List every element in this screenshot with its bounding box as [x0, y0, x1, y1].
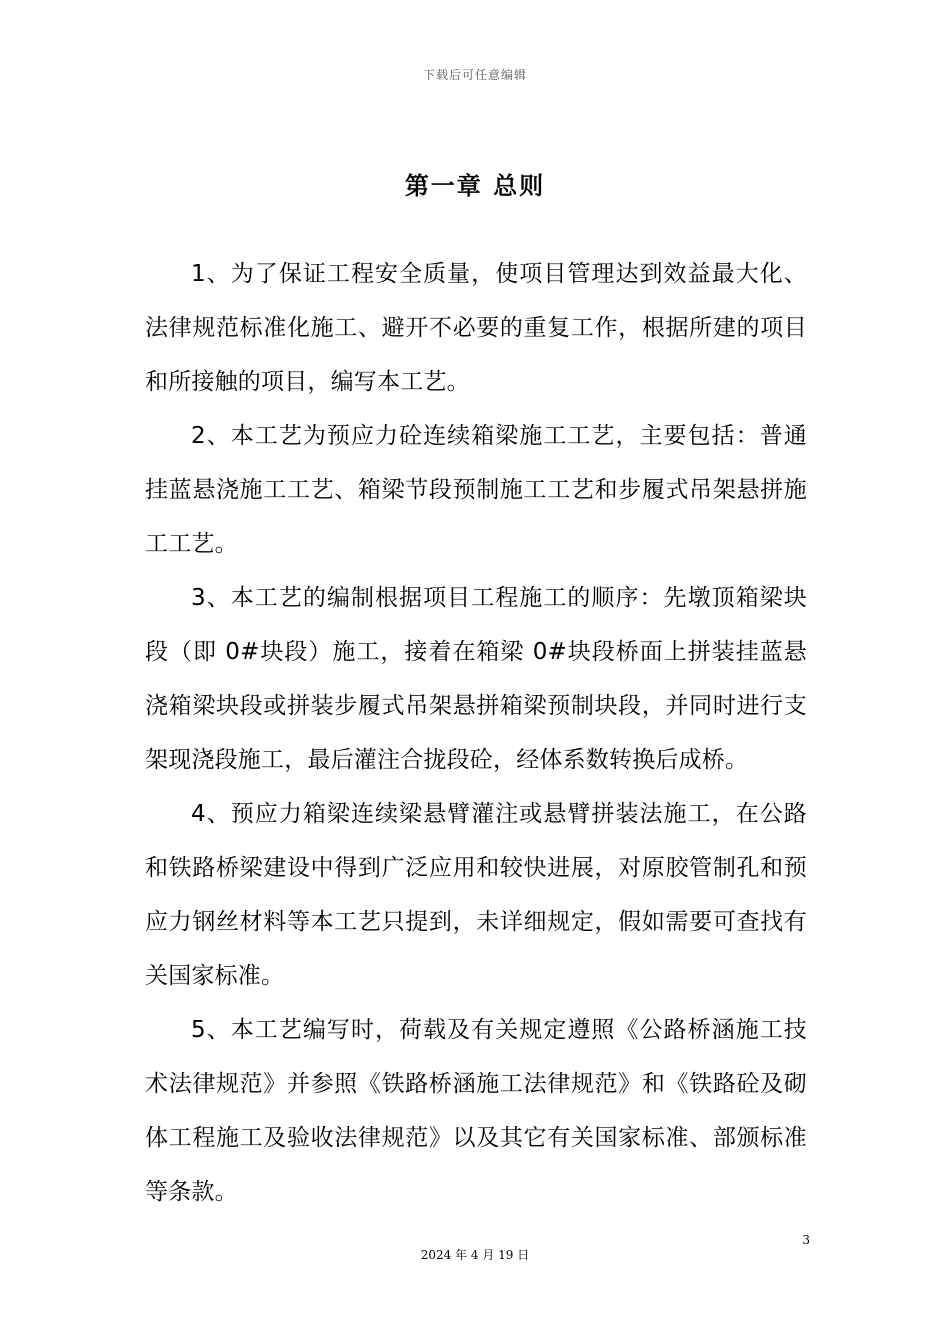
chapter-title: 第一章 总则 — [404, 172, 546, 200]
document-body — [145, 247, 807, 1219]
paragraph-2: 2、本工艺为预应力砼连续箱梁施工工艺，主要包括：普通挂蓝悬浇施工工艺、箱梁节段预制施工工艺和步履式吊架悬拼施工工艺。 — [145, 423, 807, 557]
paragraph-1: 1、为了保证工程安全质量，使项目管理达到效益最大化、法律规范标准化施工、避开不必要的重复工作，根据所建的项目和所接触的项目，编写本工艺。 — [145, 261, 807, 395]
paragraph-5: 5、本工艺编写时，荷载及有关规定遵照《公路桥涵施工技术法律规范》并参照《铁路桥涵施工法律规范》和《铁路砼及砌体工程施工及验收法律规范》以及其它有关国家标准、部颁标准等条款。 — [145, 1017, 807, 1205]
page-number: 3 — [802, 1233, 810, 1247]
paragraph-3: 3、本工艺的编制根据项目工程施工的顺序：先墩顶箱梁块段（即 0#块段）施工，接着在箱梁 0#块段桥面上拼装挂蓝悬浇箱梁块段或拼装步履式吊架悬拼箱梁预制块段，并同时进行支架现浇段施工，最后灌注合拢段砼，经体系数转换后成桥。 — [145, 585, 807, 773]
footer-date: 2024 年 4 月 19 日 — [420, 1248, 530, 1262]
paragraph-4: 4、预应力箱梁连续梁悬臂灌注或悬臂拼装法施工，在公路和铁路桥梁建设中得到广泛应用和较快进展，对原胶管制孔和预应力钢丝材料等本工艺只提到，未详细规定，假如需要可查找有关国家标准。 — [145, 801, 807, 989]
header-note: 下载后可任意编辑 — [422, 68, 527, 82]
